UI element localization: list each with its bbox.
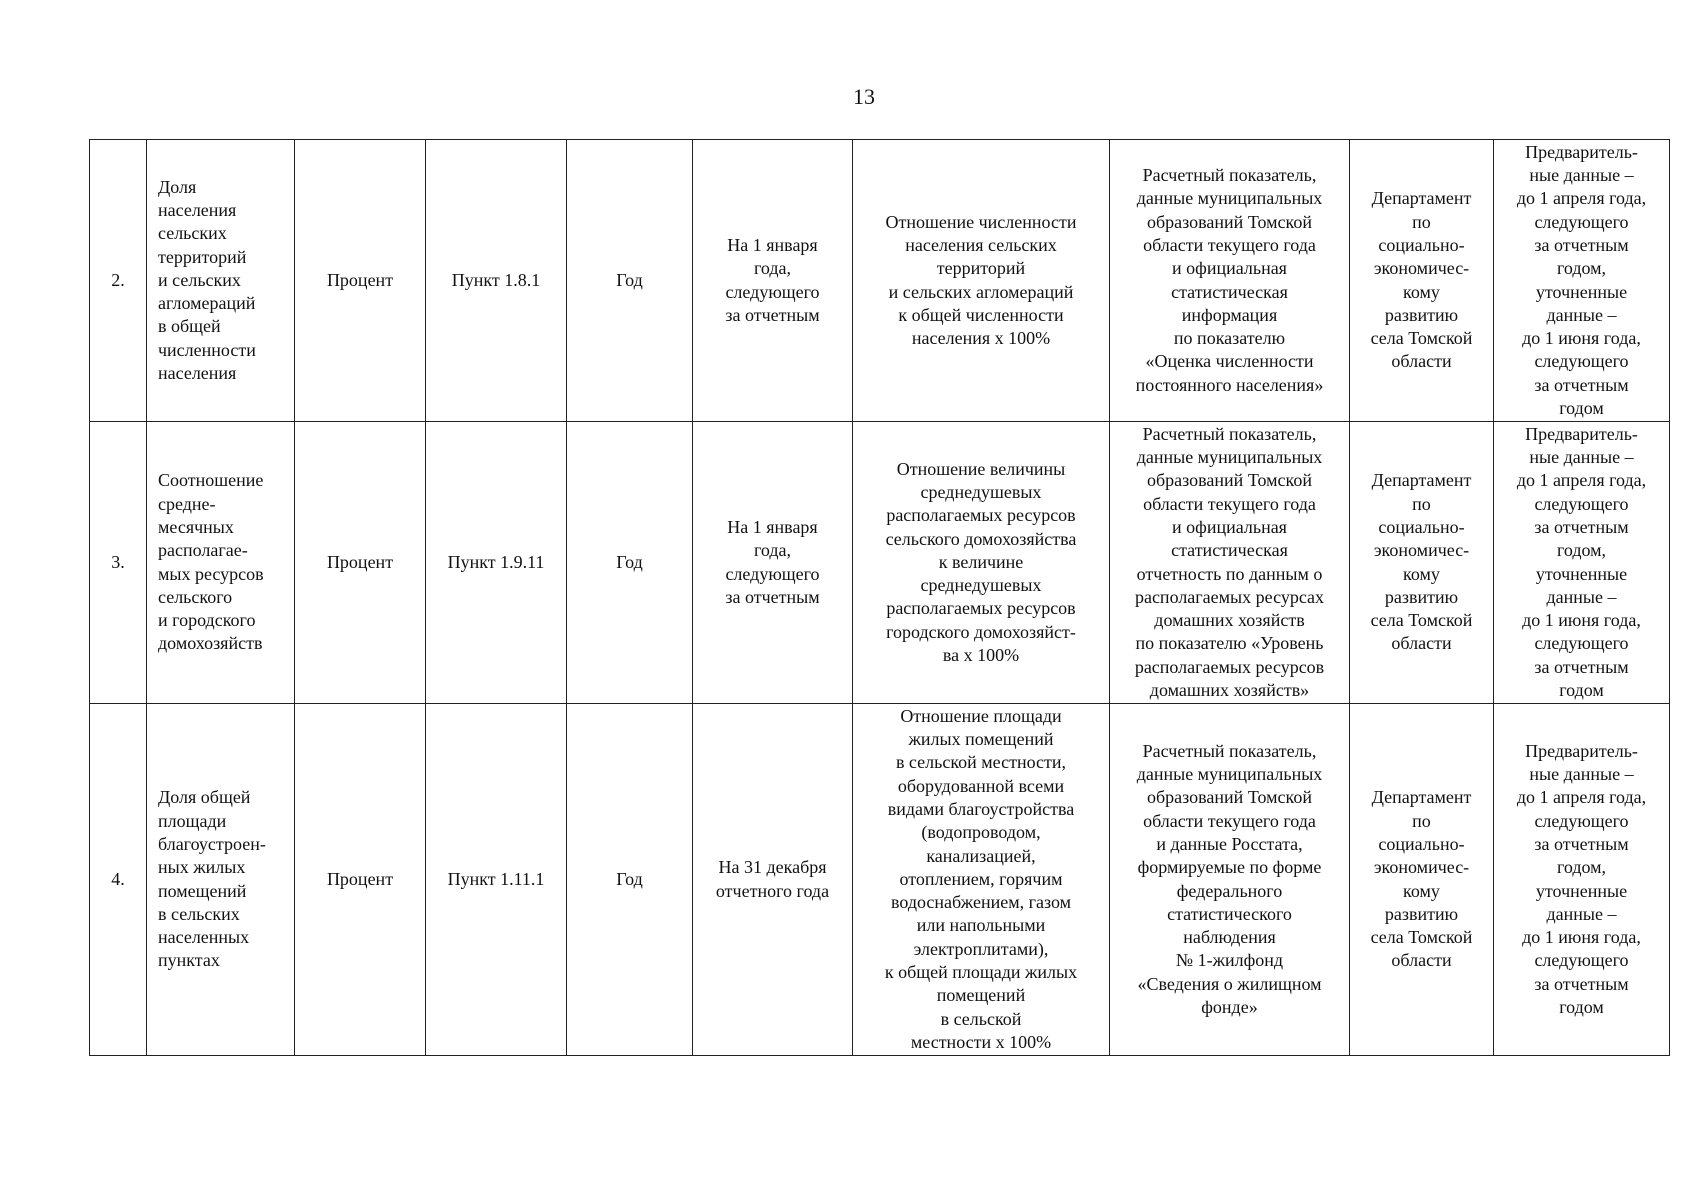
indicator-name: Доля населения сельских территорий и сельских агломераций в общей численности населения (147, 140, 295, 422)
reporting-terms: Предваритель- ные данные – до 1 апреля года, следующего за отчетным годом, уточненные данные – до 1 июня года, следующего за отчетным годом (1494, 704, 1670, 1056)
calculation-method: Отношение численности населения сельских территорий и сельских агломераций к общей численности населения х 100% (853, 140, 1110, 422)
plan-item: Пункт 1.9.11 (426, 422, 567, 704)
row-number: 3. (90, 422, 147, 704)
reporting-date: На 1 января года, следующего за отчетным (693, 422, 853, 704)
responsible-department: Департамент по социально- экономичес- кому развитию села Томской области (1350, 140, 1494, 422)
periodicity: Год (567, 140, 693, 422)
table-row (90, 422, 1670, 704)
table-row (90, 140, 1670, 422)
plan-item: Пункт 1.11.1 (426, 704, 567, 1056)
row-number: 4. (90, 704, 147, 1056)
plan-item: Пункт 1.8.1 (426, 140, 567, 422)
reporting-terms: Предваритель- ные данные – до 1 апреля года, следующего за отчетным годом, уточненные данные – до 1 июня года, следующего за отчетным годом (1494, 140, 1670, 422)
indicator-name: Доля общей площади благоустроен- ных жилых помещений в сельских населенных пунктах (147, 704, 295, 1056)
table-row (90, 704, 1670, 1056)
unit-of-measure: Процент (295, 422, 426, 704)
calculation-method: Отношение площади жилых помещений в сельской местности, оборудованной всеми видами благоустройства (водопроводом, канализацией, отоплением, горячим водоснабжением, газом или напольными электроплитами), к общей площади жилых помещений в сельской местности х 100% (853, 704, 1110, 1056)
periodicity: Год (567, 704, 693, 1056)
reporting-date: На 31 декабря отчетного года (693, 704, 853, 1056)
page-number: 13 (853, 84, 875, 109)
indicator-name: Соотношение средне- месячных располагае- мых ресурсов сельского и городского домохозяйств (147, 422, 295, 704)
responsible-department: Департамент по социально- экономичес- кому развитию села Томской области (1350, 422, 1494, 704)
reporting-terms: Предваритель- ные данные – до 1 апреля года, следующего за отчетным годом, уточненные данные – до 1 июня года, следующего за отчетным годом (1494, 422, 1670, 704)
indicators-table (89, 139, 1670, 1056)
calculation-method: Отношение величины среднедушевых располагаемых ресурсов сельского домохозяйства к величине среднедушевых располагаемых ресурсов городского домохозяйст- ва х 100% (853, 422, 1110, 704)
unit-of-measure: Процент (295, 140, 426, 422)
data-source: Расчетный показатель, данные муниципальных образований Томской области текущего года и официальная статистическая отчетность по данным о располагаемых ресурсах домашних хозяйств по показателю «Уровень располагаемых ресурсов домашних хозяйств» (1110, 422, 1350, 704)
row-number: 2. (90, 140, 147, 422)
data-source: Расчетный показатель, данные муниципальных образований Томской области текущего года и официальная статистическая информация по показателю «Оценка численности постоянного населения» (1110, 140, 1350, 422)
data-source: Расчетный показатель, данные муниципальных образований Томской области текущего года и данные Росстата, формируемые по форме федерального статистического наблюдения № 1-жилфонд «Сведения о жилищном фонде» (1110, 704, 1350, 1056)
unit-of-measure: Процент (295, 704, 426, 1056)
responsible-department: Департамент по социально- экономичес- кому развитию села Томской области (1350, 704, 1494, 1056)
periodicity: Год (567, 422, 693, 704)
reporting-date: На 1 января года, следующего за отчетным (693, 140, 853, 422)
